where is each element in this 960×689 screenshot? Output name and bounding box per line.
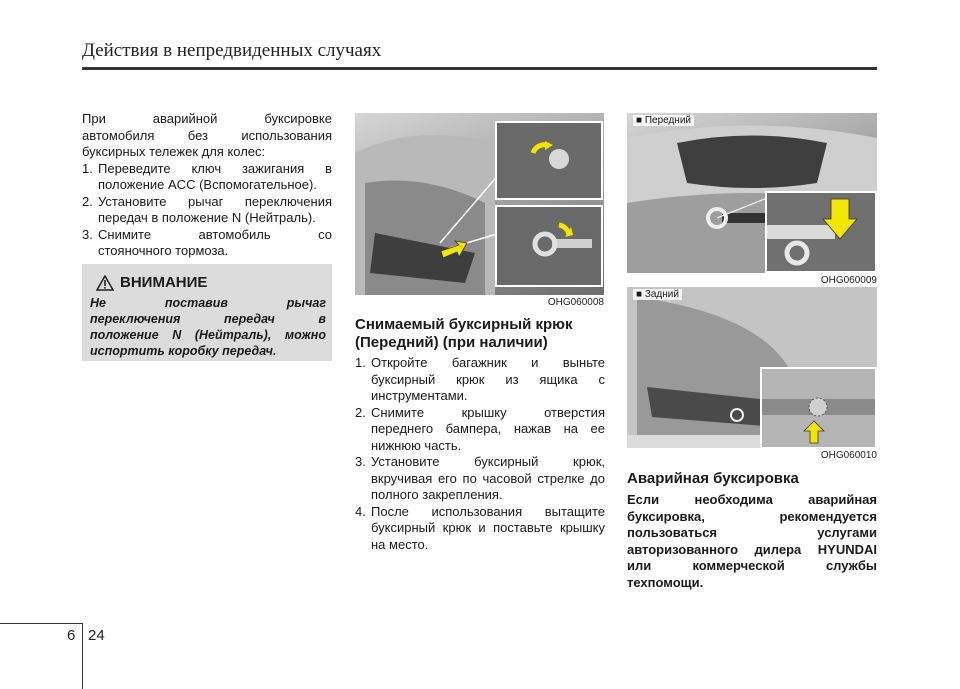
figure-label: ■ Задний [633,289,682,300]
step-text: инструментами. [371,388,468,403]
step-text: вкручивая его по часовой стрелке до [371,470,605,486]
list-item [355,405,605,455]
detail-inset-cover [495,121,603,200]
step-text: положение ACC (Вспомогательное). [98,177,317,192]
para-line: Если необходима аварийная [627,492,877,507]
step-text: Установите рычаг переключения [98,193,332,209]
step-text: нижнюю часть. [371,437,462,453]
step-number: 2. [355,404,366,420]
step-text: Установите буксирный крюк, [371,454,605,469]
step-text: переднего бампера, нажав на ее [371,421,605,436]
warning-triangle-icon [96,275,114,291]
warning-line: переключения передач в [90,312,326,326]
list-item [355,504,605,554]
para-line: буксировка, рекомендуется [627,508,877,524]
warning-line: испортить коробку передач. [90,344,277,358]
tow-hook-icon [497,207,601,285]
step-text: стояночного тормоза. [98,243,229,258]
step-number: 3. [82,226,93,242]
step-text: полного закрепления. [371,487,503,502]
step-text: Переведите ключ зажигания в [98,160,332,176]
para-line: техпомощи. [627,574,704,590]
step-text: буксирный крюк и поставьте крышку [371,520,605,535]
step-number: 3. [355,454,366,469]
step-text: После использования вытащите [371,503,605,519]
intro-line-1: При аварийной буксировке [82,111,332,126]
step-text: Откройте багажник и выньте [371,355,605,370]
bumper-cover-icon [497,123,601,198]
figure-code: OHG060008 [547,297,604,308]
warning-box [82,264,332,361]
front-hook-detail-icon [767,193,875,271]
section-title-line: (Передний) (при наличии) [355,334,548,351]
para-line: авторизованного дилера HYUNDAI [627,541,877,557]
rear-towing-photo [627,287,877,448]
step-number: 4. [355,503,366,519]
footer-rule [0,623,82,624]
warning-line: Не поставив рычаг [90,296,326,310]
step-text: Снимите крышку отверстия [371,404,605,420]
emergency-towing-paragraph [627,492,877,591]
para-line: пользоваться услугами [627,525,877,540]
step-text: передач в положение N (Нейтраль). [98,210,316,225]
figure-code: OHG060010 [820,450,877,461]
list-item [82,194,332,227]
rear-hook-detail-icon [762,369,875,447]
list-item [355,355,605,405]
warning-line: положение N (Нейтраль), можно [90,328,326,342]
chapter-number: 6 [67,627,76,644]
step-number: 1. [355,355,366,370]
intro-line-3: буксирных тележек для колес: [82,144,266,159]
detail-inset-rear-hook [760,367,877,448]
footer-divider [82,623,83,689]
para-line: или коммерческой службы [627,558,877,573]
left-column [82,111,332,260]
step-text: на место. [371,536,429,552]
front-towing-photo [627,113,877,273]
middle-steps [355,355,605,553]
header-rule [82,67,877,70]
intro-line-2: автомобиля без использования [82,127,332,143]
front-tow-hook-photo [355,113,604,295]
step-number: 1. [82,160,93,176]
section-title: Аварийная буксировка [627,470,799,487]
figure-label: ■ Передний [633,115,694,126]
page-header-title: Действия в непредвиденных случаях [82,40,382,61]
warning-text [90,295,326,359]
page-number: 24 [88,627,105,644]
section-title [355,316,605,352]
detail-inset-hook [495,205,603,287]
section-title-line: Снимаемый буксирный крюк [355,316,573,333]
list-item [82,227,332,260]
step-text: Снимите автомобиль со [98,226,332,242]
list-item [82,161,332,194]
step-text: буксирный крюк из ящика с [371,371,605,387]
detail-inset-front-hook [765,191,877,273]
figure-code: OHG060009 [820,275,877,286]
warning-title: ВНИМАНИЕ [120,274,208,291]
step-number: 2. [82,193,93,209]
list-item [355,454,605,504]
